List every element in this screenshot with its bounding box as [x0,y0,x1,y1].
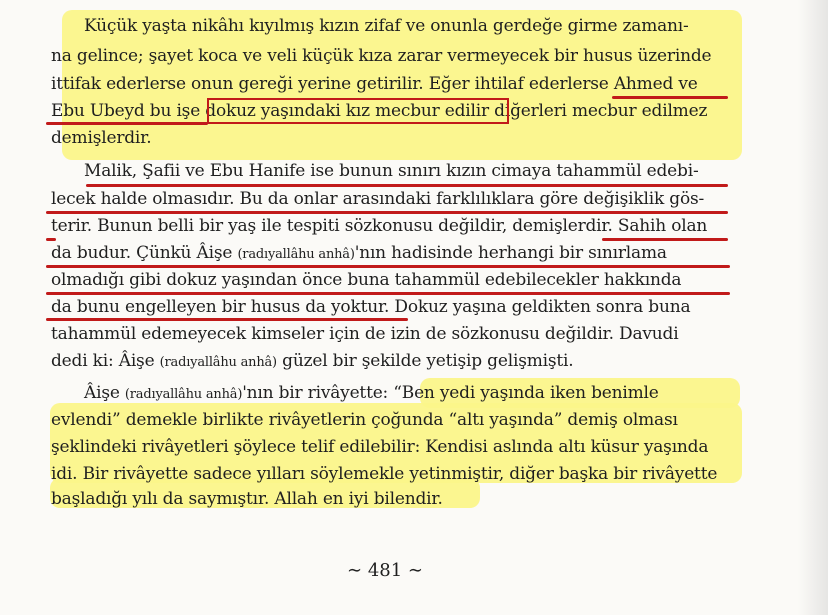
paragraph-2-line-6: da bunu engelleyen bir husus da yoktur. Dokuz yaşına geldikten sonra buna [51,297,691,317]
honorific-2: (radıyallâhu anhâ) [159,355,277,370]
paragraph-2-line-3: terir. Bunun belli bir yaş ile tespiti sözkonusu değildir, demişlerdir. Sahih olan [51,216,708,236]
paragraph-1-line-4: Ebu Ubeyd bu işe dokuz yaşındaki kız mecbur edilir diğerleri mecbur edilmez [51,101,708,121]
paragraph-3-line-1-text-b: 'nın bir rivâyette: “Ben yedi yaşında iken benimle [242,383,659,403]
box-dokuz-yasindaki [207,98,509,124]
underline-p2-line-3 [602,238,728,241]
paragraph-3-line-1 [84,380,659,406]
paragraph-2-line-8 [51,348,573,374]
paragraph-3-line-1-text-a: Âişe [84,383,120,403]
paragraph-1-line-5: demişlerdir. [51,128,152,148]
paragraph-1-line-2: na gelince; şayet koca ve veli küçük kıza zarar vermeyecek bir husus üzerinde [51,46,712,66]
paragraph-2-line-4 [51,240,667,266]
underline-p2-line-4a [46,238,56,241]
paragraph-3-line-4: idi. Bir rivâyette sadece yılları söylemekle yetinmiştir, diğer başka bir rivâyette [51,464,718,484]
underline-p2-line-1 [86,184,728,187]
underline-ahmed [612,96,728,99]
page-number: ∼ 481 ∼ [347,560,423,581]
paragraph-3-line-5: başladığı yılı da saymıştır. Allah en iyi bilendir. [51,489,443,509]
paragraph-2-line-5: olmadığı gibi dokuz yaşından önce buna tahammül edebilecekler hakkında [51,270,682,290]
paragraph-2-line-7: tahammül edemeyecek kimseler için de izin de sözkonusu değildir. Davudi [51,324,679,344]
underline-ebu-ubeyd [46,122,208,125]
honorific-1: (radıyallâhu anhâ) [237,247,355,262]
underline-p2-line-4 [46,265,730,268]
paragraph-1-line-3: ittifak ederlerse onun gereği yerine getirilir. Eğer ihtilaf ederlerse Ahmed ve [51,74,698,94]
paragraph-2-line-2: lecek halde olmasıdır. Bu da onlar arasındaki farklılıklara göre değişiklik gös- [51,189,705,209]
paragraph-2-line-8-text-b: güzel bir şekilde yetişip gelişmişti. [282,351,574,371]
paragraph-3-line-2: evlendi” demekle birlikte rivâyetlerin çoğunda “altı yaşında” demiş olması [51,410,678,430]
honorific-3: (radıyallâhu anhâ) [124,387,243,402]
paragraph-2-line-1: Malik, Şafii ve Ebu Hanife ise bunun sınırı kızın cimaya tahammül edebi- [84,161,699,181]
paragraph-3-line-3: şeklindeki rivâyetleri şöylece telif edilebilir: Kendisi aslında altı küsur yaşında [51,437,709,457]
underline-p2-line-2 [46,211,728,214]
underline-p2-line-5 [46,292,730,295]
paragraph-2-line-8-text-a: dedi ki: Âişe [51,351,155,371]
paragraph-2-line-4-text-b: 'nın hadisinde herhangi bir sınırlama [354,243,667,263]
underline-p2-line-6 [46,318,408,321]
paragraph-2-line-4-text-a: da budur. Çünkü Âişe [51,243,233,263]
page-edge-shadow [798,0,828,615]
paragraph-1-line-1: Küçük yaşta nikâhı kıyılmış kızın zifaf ve onunla gerdeğe girme zamanı- [84,16,689,36]
